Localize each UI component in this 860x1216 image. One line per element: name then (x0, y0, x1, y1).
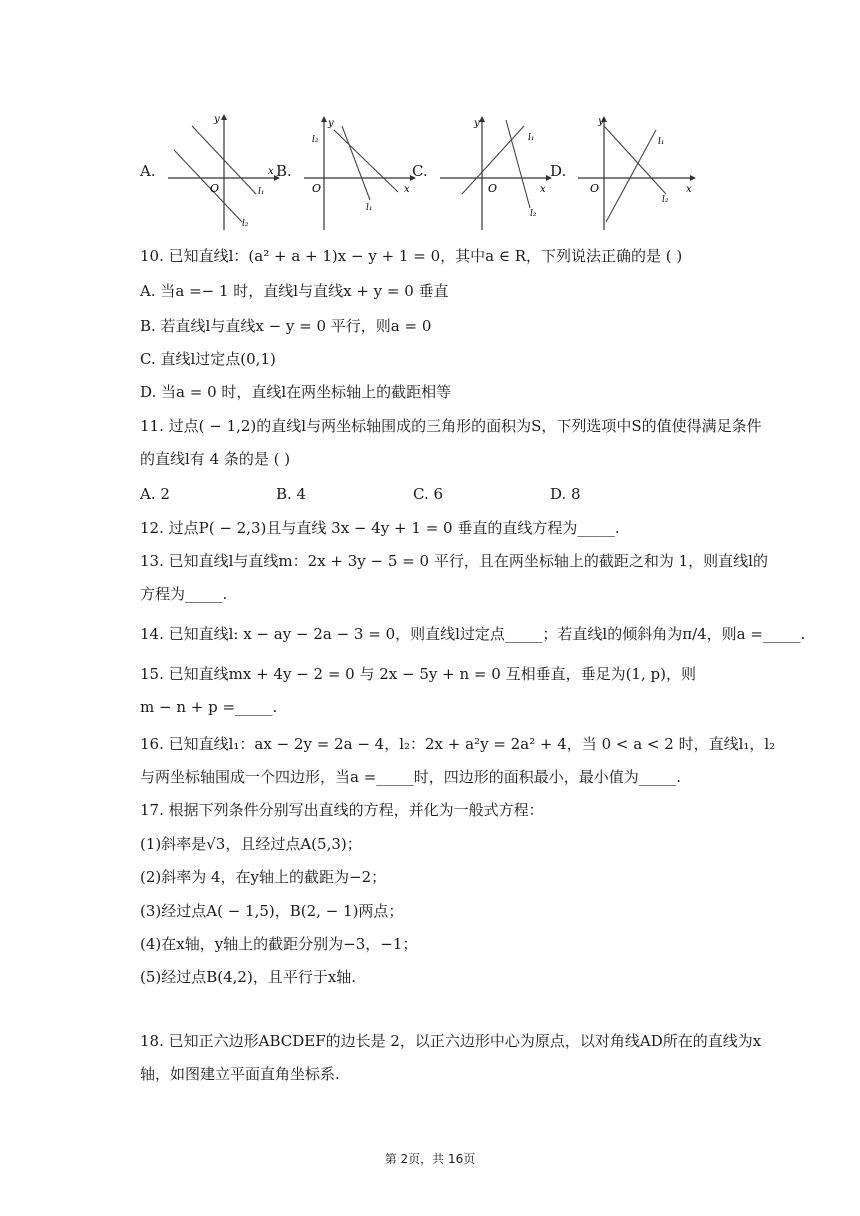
figure-option-a (140, 112, 280, 232)
figure-option-b (276, 112, 416, 232)
y-axis-label: y (214, 114, 220, 125)
x-axis-label: x (404, 184, 410, 195)
q17-stem: 17. 根据下列条件分别写出直线的方程，并化为一般式方程： (140, 801, 544, 819)
line-l2-label: l₂ (312, 135, 319, 145)
figure-option-c (412, 112, 562, 232)
figure-label: B. (276, 162, 292, 180)
q10-option-b: B. 若直线l与直线x − y = 0 平行，则a = 0 (140, 317, 432, 335)
figure-d-graph (572, 112, 702, 232)
q14-stem: 14. 已知直线l: x − ay − 2a − 3 = 0，则直线l过定点_____；若直线l的倾斜角为π/4，则a =_____. (140, 625, 806, 643)
figure-label: A. (140, 162, 156, 180)
figure-option-d (550, 112, 710, 232)
q11-option-d: D. 8 (550, 485, 581, 503)
q16-stem-line2: 与两坐标轴围成一个四边形，当a =_____时，四边形的面积最小，最小值为_____. (140, 768, 682, 786)
line-l2-label: l₂ (242, 219, 249, 229)
page-footer: 第 2页，共 16页 (384, 1152, 476, 1166)
line-l1-label: l₁ (658, 137, 665, 147)
origin-label: O (312, 182, 322, 195)
q16-stem-line1: 16. 已知直线l₁：ax − 2y = 2a − 4，l₂：2x + a²y = 2a² + 4，当 0 < a < 2 时，直线l₁，l₂ (140, 735, 776, 753)
q11-option-b: B. 4 (276, 485, 307, 503)
figure-label: C. (412, 162, 428, 180)
q11-option-c: C. 6 (413, 485, 444, 503)
line-l2-label: l₂ (662, 195, 669, 205)
q9-figure-row (140, 112, 740, 232)
q17-part-3: (3)经过点A( − 1,5)，B(2, − 1)两点； (140, 902, 404, 920)
origin-label: O (488, 182, 498, 195)
q11-option-a: A. 2 (140, 485, 170, 503)
q10-option-a: A. 当a =− 1 时，直线l与直线x + y = 0 垂直 (140, 282, 449, 300)
y-axis-label: y (474, 118, 480, 129)
q11-stem-line2: 的直线l有 4 条的是 ( ) (140, 450, 291, 468)
line-l1-label: l₁ (258, 187, 265, 197)
y-axis-label: y (598, 116, 604, 127)
q10-option-d: D. 当a = 0 时，直线l在两坐标轴上的截距相等 (140, 383, 452, 401)
q11-stem-line1: 11. 过点( − 1,2)的直线l与两坐标轴围成的三角形的面积为S，下列选项中S的值使得满足条件 (140, 417, 762, 435)
figure-a-graph (162, 112, 282, 232)
figure-c-graph (434, 112, 554, 232)
y-axis-label: y (328, 118, 334, 129)
q10-option-c: C. 直线l过定点(0,1) (140, 350, 276, 368)
q17-part-4: (4)在x轴，y轴上的截距分别为−3，−1； (140, 935, 418, 953)
line-l1-label: l₁ (366, 203, 373, 213)
q18-stem-line1: 18. 已知正六边形ABCDEF的边长是 2，以正六边形中心为原点，以对角线AD所在的直线为x (140, 1032, 762, 1050)
origin-label: O (210, 182, 220, 195)
figure-label: D. (550, 162, 567, 180)
q17-part-2: (2)斜率为 4，在y轴上的截距为−2； (140, 868, 387, 886)
q12-stem: 12. 过点P( − 2,3)且与直线 3x − 4y + 1 = 0 垂直的直线方程为_____. (140, 519, 620, 537)
x-axis-label: x (540, 184, 546, 195)
origin-label: O (590, 182, 600, 195)
q15-stem-line2: m − n + p =_____. (140, 698, 278, 716)
x-axis-label: x (268, 166, 274, 177)
q15-stem-line1: 15. 已知直线mx + 4y − 2 = 0 与 2x − 5y + n = 0 互相垂直，垂足为(1, p)，则 (140, 665, 696, 683)
line-l2-label: l₂ (530, 209, 537, 219)
q10-stem: 10. 已知直线l：(a² + a + 1)x − y + 1 = 0，其中a ∈ R，下列说法正确的是 ( ) (140, 247, 683, 265)
q18-stem-line2: 轴，如图建立平面直角坐标系. (140, 1065, 340, 1083)
line-l1-label: l₁ (528, 133, 535, 143)
q13-stem-line2: 方程为_____. (140, 585, 228, 603)
q17-part-1: (1)斜率是√3，且经过点A(5,3)； (140, 835, 362, 853)
q17-part-5: (5)经过点B(4,2)，且平行于x轴. (140, 968, 357, 986)
q13-stem-line1: 13. 已知直线l与直线m：2x + 3y − 5 = 0 平行，且在两坐标轴上的截距之和为 1，则直线l的 (140, 552, 768, 570)
figure-b-graph (298, 112, 418, 232)
x-axis-label: x (686, 184, 692, 195)
